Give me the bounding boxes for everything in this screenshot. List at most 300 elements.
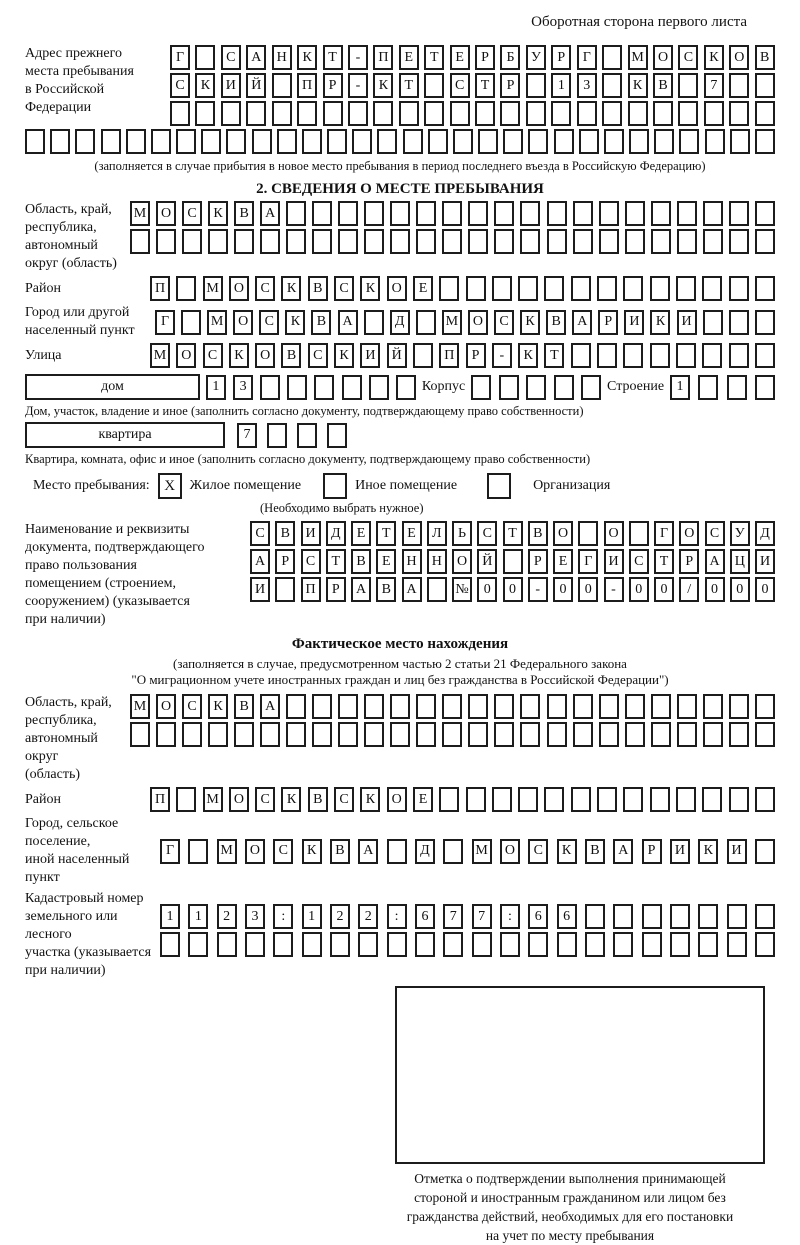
char-cell [544, 787, 564, 812]
char-cell: И [221, 73, 241, 98]
char-cell: Н [427, 549, 447, 574]
char-cell [323, 101, 343, 126]
char-cell: К [698, 839, 718, 864]
char-cell: О [156, 201, 176, 226]
char-cell [427, 577, 447, 602]
char-cell: С [629, 549, 649, 574]
char-cell [571, 787, 591, 812]
char-cell: И [755, 549, 775, 574]
char-cell [272, 101, 292, 126]
char-cell [755, 839, 775, 864]
char-cell: Е [399, 45, 419, 70]
actual-region-field [25, 694, 775, 784]
char-cell [500, 932, 520, 957]
char-cell [416, 201, 436, 226]
page-header: Оборотная сторона первого листа [531, 14, 747, 30]
usage-document-row-2[interactable] [250, 549, 775, 574]
char-cell: С [203, 343, 223, 368]
label-line: места пребывания [25, 64, 134, 79]
char-cell [551, 101, 571, 126]
char-cell: Г [654, 521, 674, 546]
char-cell: П [150, 276, 170, 301]
label-line: при наличии) [25, 612, 106, 627]
actual-city-label [25, 815, 160, 887]
char-cell: С [494, 310, 514, 335]
char-cell: А [358, 839, 378, 864]
char-cell: - [604, 577, 624, 602]
label-line: населенный пункт [25, 323, 135, 338]
char-cell: К [628, 73, 648, 98]
char-cell: 0 [477, 577, 497, 602]
char-cell [338, 201, 358, 226]
label-line: помещением (строением, [25, 576, 176, 591]
char-cell: 6 [415, 904, 435, 929]
char-cell [156, 229, 176, 254]
char-cell: У [730, 521, 750, 546]
street-row[interactable] [150, 343, 775, 368]
char-cell: О [233, 310, 253, 335]
char-cell: 3 [577, 73, 597, 98]
char-cell: И [624, 310, 644, 335]
char-cell: В [308, 276, 328, 301]
char-cell: Д [326, 521, 346, 546]
char-cell: И [301, 521, 321, 546]
char-cell [226, 129, 246, 154]
actual-city-row[interactable] [160, 839, 775, 864]
apartment-number-cells[interactable] [237, 423, 347, 448]
char-cell: В [546, 310, 566, 335]
actual-district-row[interactable] [150, 787, 775, 812]
char-cell: Д [415, 839, 435, 864]
char-cell [755, 787, 775, 812]
char-cell [526, 375, 546, 400]
char-cell [424, 73, 444, 98]
label-line: документа, подтверждающего [25, 540, 205, 555]
char-cell: Т [654, 549, 674, 574]
char-cell [755, 73, 775, 98]
char-cell: А [338, 310, 358, 335]
char-cell: 3 [245, 904, 265, 929]
korpus-label: Корпус [421, 379, 466, 394]
char-cell: Р [466, 343, 486, 368]
char-cell: О [653, 45, 673, 70]
char-cell: К [208, 694, 228, 719]
char-cell: И [604, 549, 624, 574]
char-cell: К [650, 310, 670, 335]
char-cell: С [301, 549, 321, 574]
stroenie-cells[interactable] [670, 375, 775, 400]
char-cell [260, 722, 280, 747]
char-cell: С [273, 839, 293, 864]
char-cell [602, 45, 622, 70]
char-cell [651, 694, 671, 719]
char-cell: О [229, 276, 249, 301]
char-cell: № [452, 577, 472, 602]
char-cell [499, 375, 519, 400]
char-cell [678, 73, 698, 98]
char-cell [729, 276, 749, 301]
char-cell [494, 201, 514, 226]
char-cell: : [273, 904, 293, 929]
char-cell: 2 [330, 904, 350, 929]
char-cell: 1 [206, 375, 226, 400]
char-cell [416, 310, 436, 335]
char-cell [208, 229, 228, 254]
char-cell: Т [326, 549, 346, 574]
char-cell [342, 375, 362, 400]
prev-address-note: (заполняется в случае прибытия в новое место пребывания в период последнего въезда в Российскую Федерацию) [94, 159, 706, 173]
char-cell [377, 129, 397, 154]
char-cell [729, 73, 749, 98]
actual-region-label [25, 694, 130, 784]
prev-address-overflow-row[interactable] [25, 129, 775, 154]
prev-address-row-3[interactable] [170, 101, 775, 126]
char-cell [604, 129, 624, 154]
char-cell [520, 722, 540, 747]
char-cell: 1 [160, 904, 180, 929]
korpus-cells[interactable] [471, 375, 601, 400]
char-cell: С [170, 73, 190, 98]
char-cell [755, 129, 775, 154]
char-cell [181, 310, 201, 335]
char-cell: О [604, 521, 624, 546]
label-line: Адрес прежнего [25, 46, 122, 61]
city-label [25, 304, 155, 340]
char-cell: О [679, 521, 699, 546]
char-cell [245, 932, 265, 957]
char-cell: С [250, 521, 270, 546]
cadastre-row-2[interactable] [160, 932, 775, 957]
char-cell [478, 129, 498, 154]
confirmation-stamp-box [395, 986, 765, 1164]
label-line: при наличии) [25, 963, 106, 978]
char-cell [629, 521, 649, 546]
char-cell: Г [170, 45, 190, 70]
char-cell [678, 101, 698, 126]
region-row-2[interactable] [130, 229, 775, 254]
char-cell [755, 276, 775, 301]
char-cell [755, 229, 775, 254]
checkbox-residential[interactable]: X [158, 473, 182, 499]
caption-line: стороной и иностранным гражданином или лицом без [414, 1190, 726, 1205]
char-cell [578, 521, 598, 546]
checkbox-other-premises[interactable] [323, 473, 347, 499]
char-cell [176, 129, 196, 154]
char-cell [297, 423, 317, 448]
char-cell: 7 [237, 423, 257, 448]
char-cell: Л [427, 521, 447, 546]
char-cell [729, 722, 749, 747]
char-cell [599, 229, 619, 254]
char-cell [494, 722, 514, 747]
char-cell [676, 343, 696, 368]
label-line: автономный округ [25, 731, 98, 764]
char-cell: М [130, 201, 150, 226]
region-row-1[interactable] [130, 201, 775, 226]
char-cell [348, 101, 368, 126]
char-cell: Р [323, 73, 343, 98]
char-cell [475, 101, 495, 126]
char-cell [729, 343, 749, 368]
stay-type-label: Место пребывания: [33, 478, 150, 493]
char-cell [387, 932, 407, 957]
char-cell: И [670, 839, 690, 864]
char-cell [373, 101, 393, 126]
char-cell: Й [477, 549, 497, 574]
char-cell [387, 839, 407, 864]
char-cell: У [526, 45, 546, 70]
char-cell: Е [351, 521, 371, 546]
usage-document-row-1[interactable] [250, 521, 775, 546]
actual-region-row-2[interactable] [130, 722, 775, 747]
char-cell: О [245, 839, 265, 864]
char-cell: В [311, 310, 331, 335]
char-cell [755, 694, 775, 719]
char-cell [670, 932, 690, 957]
char-cell [642, 904, 662, 929]
house-row [25, 374, 775, 400]
char-cell [554, 375, 574, 400]
char-cell [492, 787, 512, 812]
char-cell [729, 201, 749, 226]
char-cell [176, 276, 196, 301]
char-cell [314, 375, 334, 400]
char-cell: Р [500, 73, 520, 98]
char-cell: С [477, 521, 497, 546]
char-cell [581, 375, 601, 400]
char-cell: В [234, 694, 254, 719]
char-cell: Д [755, 521, 775, 546]
checkbox-organization[interactable] [487, 473, 511, 499]
char-cell [201, 129, 221, 154]
char-cell [312, 229, 332, 254]
char-cell: Р [551, 45, 571, 70]
char-cell [554, 129, 574, 154]
char-cell [755, 904, 775, 929]
char-cell [651, 229, 671, 254]
char-cell [651, 201, 671, 226]
char-cell [176, 787, 196, 812]
char-cell [286, 722, 306, 747]
char-cell: 0 [730, 577, 750, 602]
prev-address-row-2[interactable] [170, 73, 775, 98]
char-cell [677, 201, 697, 226]
char-cell [364, 310, 384, 335]
house-note: Дом, участок, владение и иное (заполнить согласно документу, подтверждающему право собственности) [25, 404, 584, 418]
char-cell [727, 904, 747, 929]
char-cell [415, 932, 435, 957]
char-cell [358, 932, 378, 957]
char-cell [390, 694, 410, 719]
street-label: Улица [25, 347, 62, 363]
char-cell [676, 276, 696, 301]
char-cell [130, 229, 150, 254]
char-cell: П [439, 343, 459, 368]
char-cell [623, 787, 643, 812]
char-cell [399, 101, 419, 126]
char-cell: В [308, 787, 328, 812]
char-cell: П [373, 45, 393, 70]
prev-address-row-1[interactable] [170, 45, 775, 70]
char-cell [468, 722, 488, 747]
char-cell [312, 722, 332, 747]
char-cell: Д [390, 310, 410, 335]
char-cell: Ь [452, 521, 472, 546]
char-cell [234, 229, 254, 254]
char-cell [755, 343, 775, 368]
char-cell [195, 101, 215, 126]
char-cell: В [585, 839, 605, 864]
char-cell: 7 [704, 73, 724, 98]
char-cell [492, 276, 512, 301]
char-cell: А [246, 45, 266, 70]
char-cell: К [302, 839, 322, 864]
char-cell: 2 [217, 904, 237, 929]
char-cell [704, 101, 724, 126]
char-cell: П [150, 787, 170, 812]
char-cell: Г [578, 549, 598, 574]
char-cell: С [528, 839, 548, 864]
char-cell [130, 722, 150, 747]
char-cell: О [176, 343, 196, 368]
label-line: округ (область) [25, 256, 117, 271]
char-cell: Т [399, 73, 419, 98]
apartment-field-label: квартира [98, 427, 152, 442]
char-cell [623, 276, 643, 301]
caption-line: гражданства действий, необходимых для его постановки [406, 1209, 734, 1224]
char-cell [526, 73, 546, 98]
cadastre-field [25, 890, 775, 980]
char-cell [729, 310, 749, 335]
district-row[interactable] [150, 276, 775, 301]
char-cell: 0 [705, 577, 725, 602]
char-cell: Р [679, 549, 699, 574]
char-cell: Р [642, 839, 662, 864]
char-cell: Т [503, 521, 523, 546]
char-cell [585, 932, 605, 957]
house-number-cells[interactable] [206, 375, 416, 400]
char-cell [297, 101, 317, 126]
char-cell: - [348, 73, 368, 98]
char-cell [260, 375, 280, 400]
char-cell [330, 932, 350, 957]
apartment-note: Квартира, комната, офис и иное (заполнить согласно документу, подтверждающему право собственности) [25, 452, 591, 466]
char-cell [585, 904, 605, 929]
char-cell: К [297, 45, 317, 70]
char-cell [170, 101, 190, 126]
char-cell [528, 932, 548, 957]
char-cell [520, 201, 540, 226]
char-cell: 7 [443, 904, 463, 929]
char-cell [25, 129, 45, 154]
char-cell [286, 694, 306, 719]
prev-address-label [25, 45, 170, 117]
char-cell [729, 694, 749, 719]
char-cell: О [500, 839, 520, 864]
char-cell [526, 101, 546, 126]
actual-region-row-1[interactable] [130, 694, 775, 719]
char-cell [468, 201, 488, 226]
char-cell [260, 229, 280, 254]
char-cell [352, 129, 372, 154]
char-cell [160, 932, 180, 957]
char-cell: М [442, 310, 462, 335]
char-cell: М [207, 310, 227, 335]
char-cell [547, 694, 567, 719]
char-cell: В [275, 521, 295, 546]
char-cell [442, 722, 462, 747]
label-line: автономный [25, 238, 98, 253]
char-cell [439, 787, 459, 812]
char-cell [277, 129, 297, 154]
city-row[interactable] [155, 310, 775, 335]
char-cell: К [704, 45, 724, 70]
cadastre-row-1[interactable] [160, 904, 775, 929]
char-cell [413, 343, 433, 368]
actual-district-field [25, 787, 775, 812]
char-cell [628, 101, 648, 126]
city-field [25, 304, 775, 340]
char-cell [544, 276, 564, 301]
char-cell: Е [553, 549, 573, 574]
char-cell [286, 201, 306, 226]
char-cell: С [182, 201, 202, 226]
char-cell: К [195, 73, 215, 98]
char-cell: 0 [553, 577, 573, 602]
char-cell: 2 [358, 904, 378, 929]
char-cell: Т [424, 45, 444, 70]
char-cell [466, 276, 486, 301]
char-cell: И [250, 577, 270, 602]
char-cell [653, 101, 673, 126]
char-cell: Т [323, 45, 343, 70]
char-cell [573, 229, 593, 254]
apartment-field-box[interactable] [25, 422, 225, 448]
char-cell [629, 129, 649, 154]
char-cell [557, 932, 577, 957]
char-cell [471, 375, 491, 400]
option-other-premises-label: Иное помещение [355, 478, 458, 493]
char-cell [416, 229, 436, 254]
char-cell: Н [272, 45, 292, 70]
char-cell [597, 343, 617, 368]
char-cell: В [653, 73, 673, 98]
house-field-box[interactable] [25, 374, 200, 400]
usage-document-label [25, 521, 250, 629]
char-cell [442, 694, 462, 719]
char-cell [390, 722, 410, 747]
char-cell [703, 694, 723, 719]
char-cell [338, 722, 358, 747]
label-line: республика, [25, 713, 97, 728]
char-cell [702, 787, 722, 812]
char-cell: Н [402, 549, 422, 574]
char-cell: - [348, 45, 368, 70]
char-cell: С [255, 787, 275, 812]
char-cell: П [301, 577, 321, 602]
label-line: Федерации [25, 100, 92, 115]
char-cell [625, 229, 645, 254]
char-cell [597, 787, 617, 812]
char-cell [547, 229, 567, 254]
char-cell: М [203, 276, 223, 301]
char-cell [287, 375, 307, 400]
char-cell [403, 129, 423, 154]
char-cell: 0 [578, 577, 598, 602]
char-cell [312, 201, 332, 226]
char-cell: К [360, 276, 380, 301]
usage-document-row-3[interactable] [250, 577, 775, 602]
